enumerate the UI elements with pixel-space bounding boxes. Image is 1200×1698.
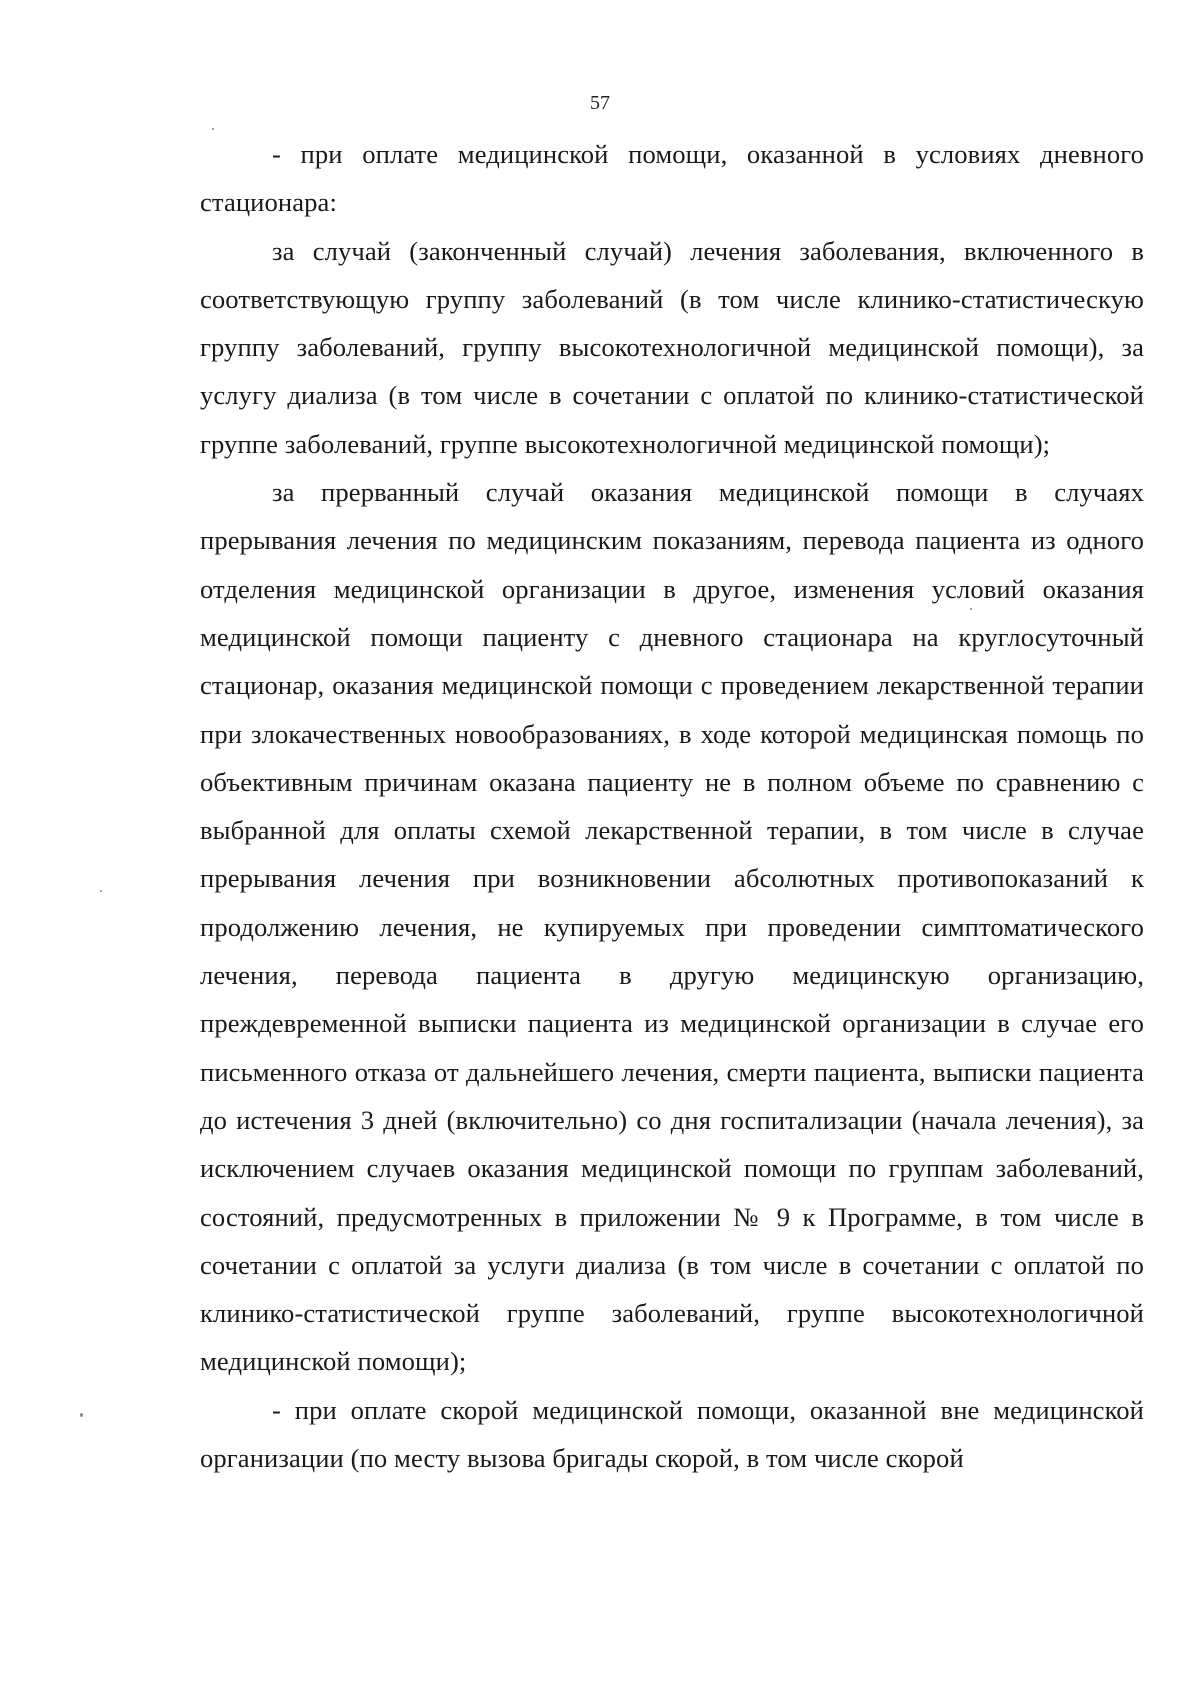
paragraph-completed-case: за случай (законченный случай) лечения заболевания, включенного в соответствующую группу заболеваний (в том числе клинико-статистическую группу заболеваний, группу высокотехнологичной медицинской помощи), за услугу диализа (в том числе в сочетании с оплатой по клинико-статистической группе заболеваний, группе высокотехнологичной медицинской помощи); — [200, 235, 1144, 459]
scan-speck — [970, 608, 972, 610]
paragraph-interrupted-case: за прерванный случай оказания медицинской помощи в случаях прерывания лечения по медицинским показаниям, перевода пациента из одного отделения медицинской организации в другое, изменения условий оказания медицинской помощи пациенту с дневного стационара на круглосуточный стационар, оказания медицинской помощи с проведением лекарственной терапии при злокачественных новообразованиях, в ходе которой медицинская помощь по объективным причинам оказана пациенту не в полном объеме по сравнению с выбранной для оплаты схемой лекарственной терапии, в том числе в случае прерывания лечения при возникновении абсолютных противопоказаний к продолжению лечения, не купируемых при проведении симптоматического лечения, перевода пациента в другую медицинскую организацию, преждевременной выписки пациента из медицинской организации в случае его письменного отказа от дальнейшего лечения, смерти пациента, выписки пациента до истечения 3 дней (включительно) со дня госпитализации (начала лечения), за исключением случаев оказания медицинской помощи по группам заболеваний, состояний, предусмотренных в приложении № 9 к Программе, в том числе в сочетании с оплатой за услуги диализа (в том числе в сочетании с оплатой по клинико-статистической группе заболеваний, группе высокотехнологичной медицинской помощи); — [200, 477, 1144, 1377]
scan-speck — [80, 1413, 83, 1417]
scan-speck — [212, 128, 214, 130]
scan-speck — [100, 890, 102, 892]
page-number: 57 — [590, 92, 610, 114]
body-text — [200, 130, 1144, 1482]
paragraph-emergency-care: - при оплате скорой медицинской помощи, оказанной вне медицинской организации (по месту вызова бригады скорой, в том числе скорой — [200, 1394, 1144, 1474]
paragraph-day-hospital-intro: - при оплате медицинской помощи, оказанной в условиях дневного стационара: — [200, 139, 1144, 218]
